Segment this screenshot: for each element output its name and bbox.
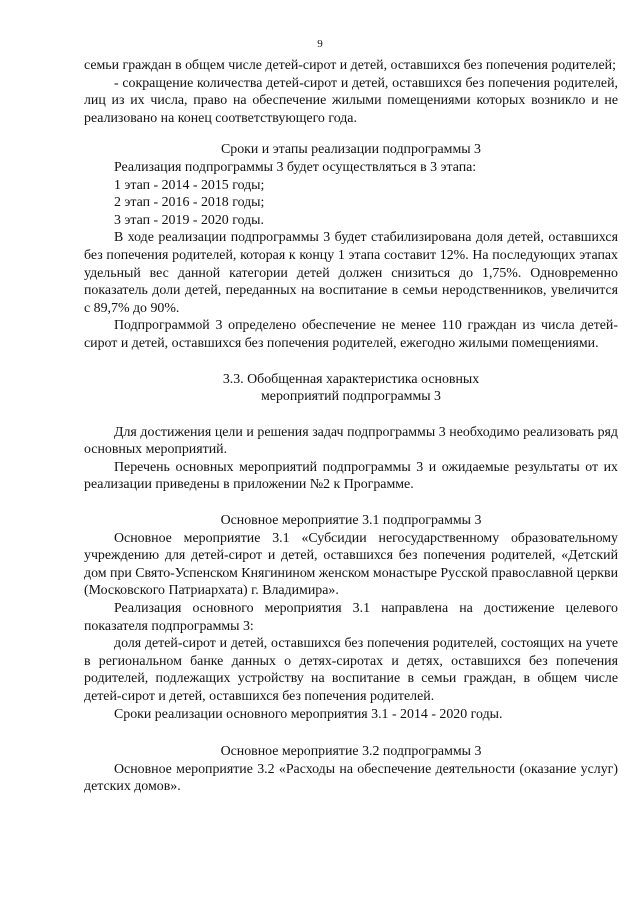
stage-1: 1 этап - 2014 - 2015 годы; <box>114 177 265 193</box>
paragraph-family-share: семьи граждан в общем числе детей-сирот и детей, оставшихся без попечения родителей; <box>84 58 616 73</box>
paragraph-stabilization: В ходе реализации подпрограммы 3 будет стабилизирована доля детей, оставшихся без попечения родителей, которая к концу 1 этапа составит 12%. На последующих этапах удельный вес данной категории детей должен снизиться до 1,75%. Одновременно показатель доли детей, переданных на воспитание в семьи неродственников, увеличится с 89,7% до 90%. <box>84 230 618 316</box>
heading-3-3-line2: мероприятий подпрограммы 3 <box>261 389 441 405</box>
paragraph-measure-3-1-target: Реализация основного мероприятия 3.1 направлена на достижение целевого показателя подпрограммы 3: <box>84 601 618 634</box>
paragraph-list-measures: Перечень основных мероприятий подпрограммы 3 и ожидаемые результаты от их реализации приведены в приложении №2 к Программе. <box>84 459 618 493</box>
paragraph-measure-3-2: Основное мероприятие 3.2 «Расходы на обеспечение деятельности (оказание услуг) детских домов». <box>84 761 618 795</box>
heading-terms-stages: Сроки и этапы реализации подпрограммы 3 <box>220 142 481 158</box>
paragraph-goal: Для достижения цели и решения задач подпрограммы 3 необходимо реализовать ряд основных мероприятий. <box>84 424 618 458</box>
paragraph-measure-3-1-indicator: доля детей-сирот и детей, оставшихся без попечения родителей, состоящих на учете в региональном банке данных о детях-сиротах и детях, оставшихся без попечения родителей, подлежащих устройству на воспитание в семьи граждан, в общем числе детей-сирот и детей, оставшихся без попечения родителей. <box>84 636 618 704</box>
document-body <box>84 57 618 796</box>
heading-measure-3-2: Основное мероприятие 3.2 подпрограммы 3 <box>220 744 482 760</box>
heading-3-3-line1: 3.3. Обобщенная характеристика основных <box>222 371 480 387</box>
heading-measure-3-1: Основное мероприятие 3.1 подпрограммы 3 <box>220 513 482 529</box>
paragraph-measure-3-1-terms: Сроки реализации основного мероприятия 3.1 - 2014 - 2020 годы. <box>114 706 503 722</box>
paragraph-measure-3-1-subsidy: Основное мероприятие 3.1 «Субсидии негосударственному образовательному учреждению для детей-сирот и детей, оставшихся без попечения родителей, «Детский дом при Свято-Успенском Княгинином женском монастыре Русской православной церкви (Московского Патриархата) г. Владимира». <box>84 530 618 599</box>
stage-3: 3 этап - 2019 - 2020 годы. <box>114 212 264 228</box>
paragraph-housing: Подпрограммой 3 определено обеспечение не менее 110 граждан из числа детей-сирот и детей, оставшихся без попечения родителей, ежегодно жилыми помещениями. <box>84 318 618 351</box>
paragraph-reduction: - сокращение количества детей-сирот и детей, оставшихся без попечения родителей, лиц из их числа, право на обеспечение жилыми помещениями которых возникло и не реализовано на конец соответствующего года. <box>84 75 618 126</box>
paragraph-stages-intro: Реализация подпрограммы 3 будет осуществляться в 3 этапа: <box>114 159 477 175</box>
page-number: 9 <box>317 38 323 50</box>
stage-2: 2 этап - 2016 - 2018 годы; <box>114 195 265 211</box>
